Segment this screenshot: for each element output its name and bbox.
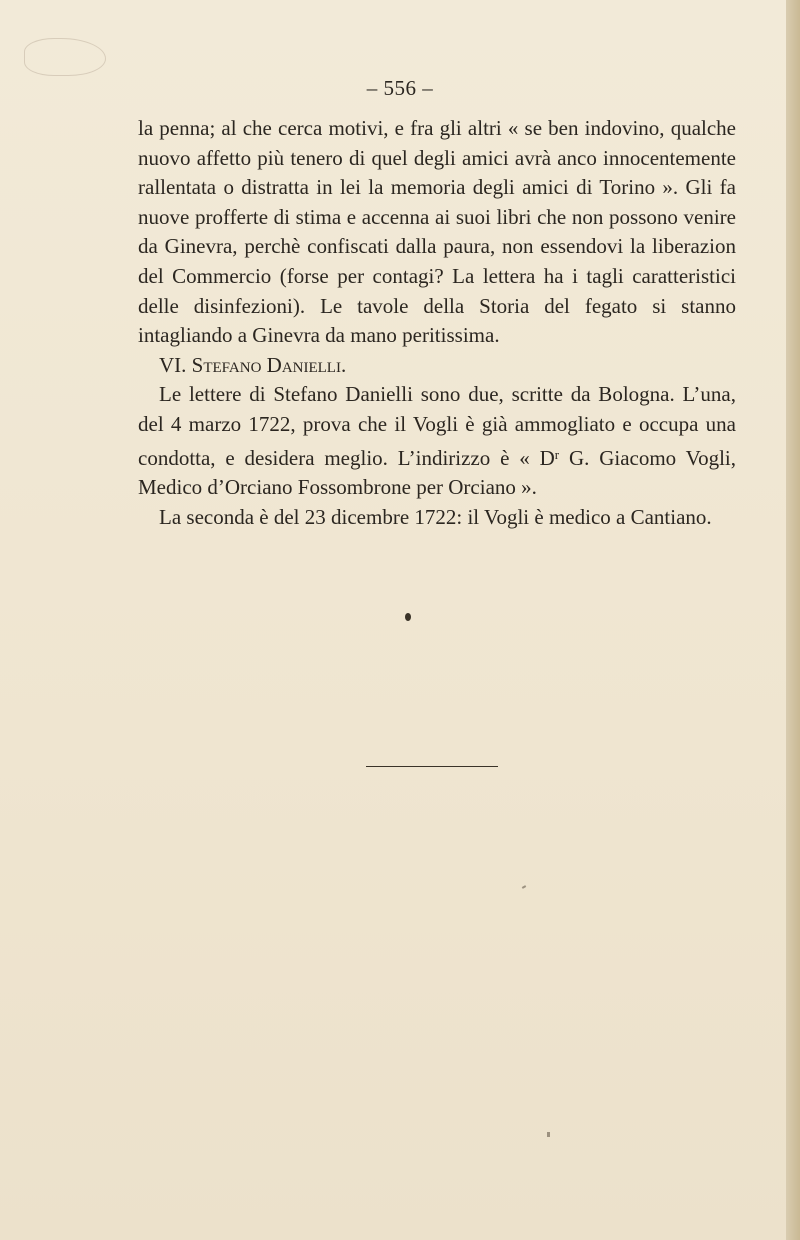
text-block — [138, 114, 736, 532]
paragraph-continued: la penna; al che cerca motivi, e fra gli altri « se ben indovino, qualche nuovo affetto più tenero di quel degli amici avrà anco innocentemente rallentata o distratta in lei la memoria degli amici di Torino ». Gli fa nuove profferte di stima e accenna ai suoi libri che non possono venire da Ginevra, perchè confiscati dalla paura, non essendovi la liberazion del Commercio (forse per contagi? La lettera ha i tagli caratteristici delle disinfezioni). Le tavole della Storia del fegato si stanno intagliando a Ginevra da mano peritissima. — [138, 116, 736, 348]
paragraph-letters — [138, 380, 736, 502]
horizontal-rule — [366, 766, 498, 767]
paragraph-second-letter: La seconda è del 23 dicembre 1722: il Vogli è medico a Cantiano. — [159, 504, 712, 529]
paper-stain — [24, 38, 106, 76]
section-name: Stefano Danielli. — [191, 352, 347, 377]
ink-speck — [522, 885, 526, 889]
superscript-r: r — [554, 446, 560, 462]
page-edge — [786, 0, 800, 1240]
ornament-dot — [405, 613, 411, 621]
page-number: – 556 – — [366, 76, 434, 100]
paragraph-letters-text: Le lettere di Stefano Danielli sono due, scritte da Bologna. L’una, del 4 marzo 1722, prova che il Vogli è già ammogliato e occupa una condotta, e desidera meglio. L’indirizzo è « D — [138, 382, 736, 470]
section-number: VI. — [159, 352, 187, 377]
section-heading — [138, 351, 736, 381]
paragraph-letters-address: G. Giacomo Vogli, Medico d’Orciano Fossombrone per Orciano ». — [138, 445, 736, 500]
ink-speck — [547, 1132, 550, 1137]
